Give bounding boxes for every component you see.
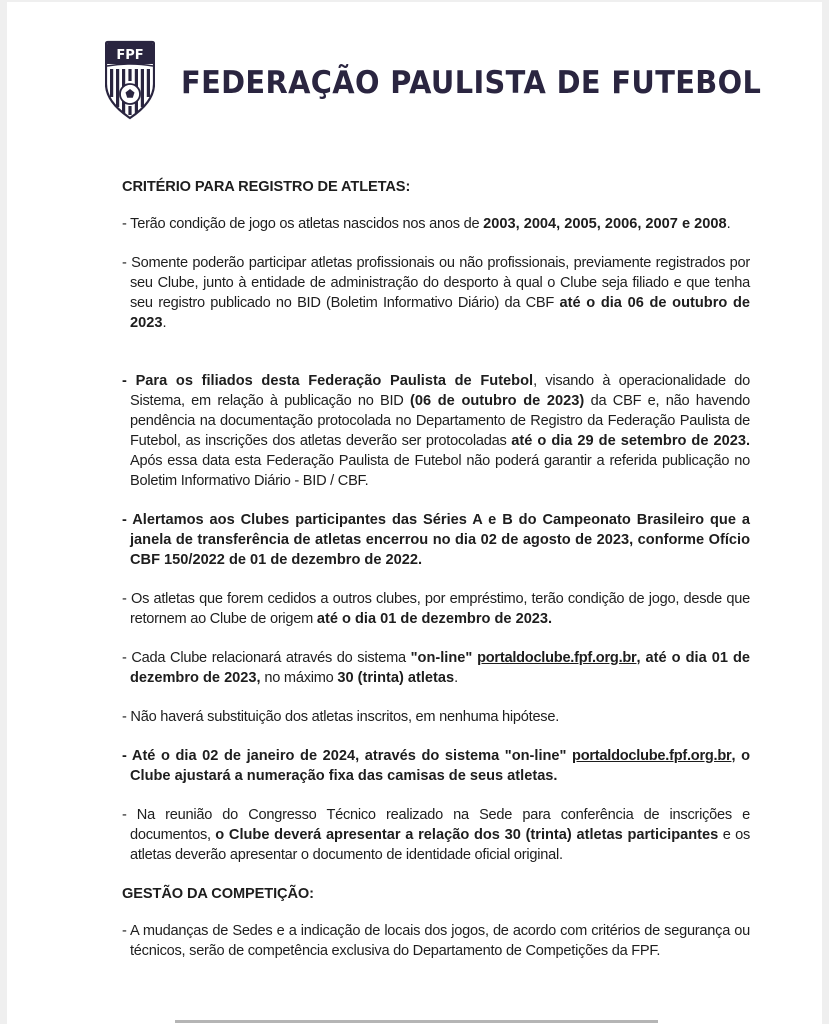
body-text: - Cada Clube relacionará através do sistema — [122, 650, 411, 666]
body-text: e os atletas deverão apresentar o documento de identidade oficial original. — [130, 827, 750, 863]
letterhead — [105, 40, 762, 120]
body-text: , visando à operacionalidade do Sistema, em relação à publicação no BID — [130, 373, 750, 409]
paragraph-technical-congress — [122, 805, 750, 865]
emphasis-text: 2003, 2004, 2005, 2006, 2007 e 2008 — [483, 216, 727, 232]
paragraph-online-registration — [122, 648, 750, 688]
body-text: . — [162, 315, 167, 331]
body-text: no máximo — [260, 670, 338, 686]
body-text: - Não haverá substituição dos atletas inscritos, em nenhuma hipótese. — [122, 709, 560, 725]
emphasis-text: , até o dia 01 de dezembro de 2023, — [130, 650, 750, 686]
section-athlete-registration — [122, 177, 750, 865]
emphasis-text: até o dia 01 de dezembro de 2023. — [316, 611, 553, 627]
emphasis-text: (06 de outubro de 2023) — [410, 393, 585, 409]
emphasis-text: o Clube deverá apresentar a relação dos 30 (trinta) atletas participantes — [215, 827, 719, 843]
body-text: . — [454, 670, 458, 686]
organization-name: FEDERAÇÃO PAULISTA DE FUTEBOL — [181, 65, 762, 101]
paragraph-birth-years — [122, 214, 750, 234]
emphasis-text: - Alertamos aos Clubes participantes das Séries A e B do Campeonato Brasileiro que a janela de transferência de atletas encerrou no dia 02 de agosto de 2023, conforme Ofício CBF 150/2022 de 01 de dezembro de 2022. — [122, 512, 750, 568]
paragraph-loaned-athletes — [122, 589, 750, 629]
emphasis-text: - Para os filiados desta Federação Paulista de Futebol — [122, 373, 534, 389]
fpf-crest-logo-icon — [105, 40, 155, 120]
body-text: - Somente poderão participar atletas profissionais ou não profissionais, previamente registrados por seu Clube, junto à entidade de administração do desporto à qual o Clube seja filiado e que tenha seu registro publicado no BID (Boletim Informativo Diário) da CBF — [122, 255, 750, 311]
crest-text: FPF — [116, 48, 144, 63]
body-text: - Os atletas que forem cedidos a outros clubes, por empréstimo, terão condição de jogo, desde que retornem ao Clube de origem — [122, 591, 750, 627]
body-text: Após essa data esta Federação Paulista de Futebol não poderá garantir a referida publicação no Boletim Informativo Diário - BID / CBF. — [130, 453, 750, 489]
paragraph-fpf-affiliates — [122, 371, 750, 491]
paragraph-bid-registration — [122, 253, 750, 333]
body-text: - A mudanças de Sedes e a indicação de locais dos jogos, de acordo com critérios de segurança ou técnicos, serão de competência exclusiva do Departamento de Competições da FPF. — [122, 923, 750, 959]
portal-link[interactable]: portaldoclube.fpf.org.br — [572, 748, 732, 764]
paragraph-transfer-window-alert — [122, 510, 750, 570]
section-title: CRITÉRIO PARA REGISTRO DE ATLETAS: — [122, 179, 411, 195]
emphasis-text: "on-line" — [410, 650, 473, 666]
body-text: - Terão condição de jogo os atletas nascidos nos anos de — [122, 216, 484, 232]
portal-link[interactable]: portaldoclube.fpf.org.br — [477, 650, 637, 666]
footer-divider — [175, 1020, 658, 1023]
paragraph-venue-changes — [122, 921, 750, 961]
emphasis-text: até o dia 06 de outubro de 2023 — [130, 295, 750, 331]
body-text: . — [726, 216, 731, 232]
document-body — [122, 177, 750, 980]
emphasis-text: 30 (trinta) atletas — [337, 670, 455, 686]
section-competition-management — [122, 884, 750, 961]
paragraph-shirt-numbering — [122, 746, 750, 786]
document-page — [7, 2, 822, 1024]
paragraph-no-substitution — [122, 707, 750, 727]
emphasis-text: - Até o dia 02 de janeiro de 2024, através do sistema "on-line" — [122, 748, 573, 764]
body-text: - Na reunião do Congresso Técnico realizado na Sede para conferência de inscrições e documentos, — [122, 807, 750, 843]
emphasis-text: , o Clube ajustará a numeração fixa das camisas de seus atletas. — [130, 748, 750, 784]
emphasis-text: até o dia 29 de setembro de 2023. — [511, 433, 751, 449]
section-title: GESTÃO DA COMPETIÇÃO: — [122, 886, 314, 902]
body-text: da CBF e, não havendo pendência na documentação protocolada no Departamento de Registro da Federação Paulista de Futebol, as inscrições dos atletas deverão ser protocoladas — [130, 393, 750, 449]
